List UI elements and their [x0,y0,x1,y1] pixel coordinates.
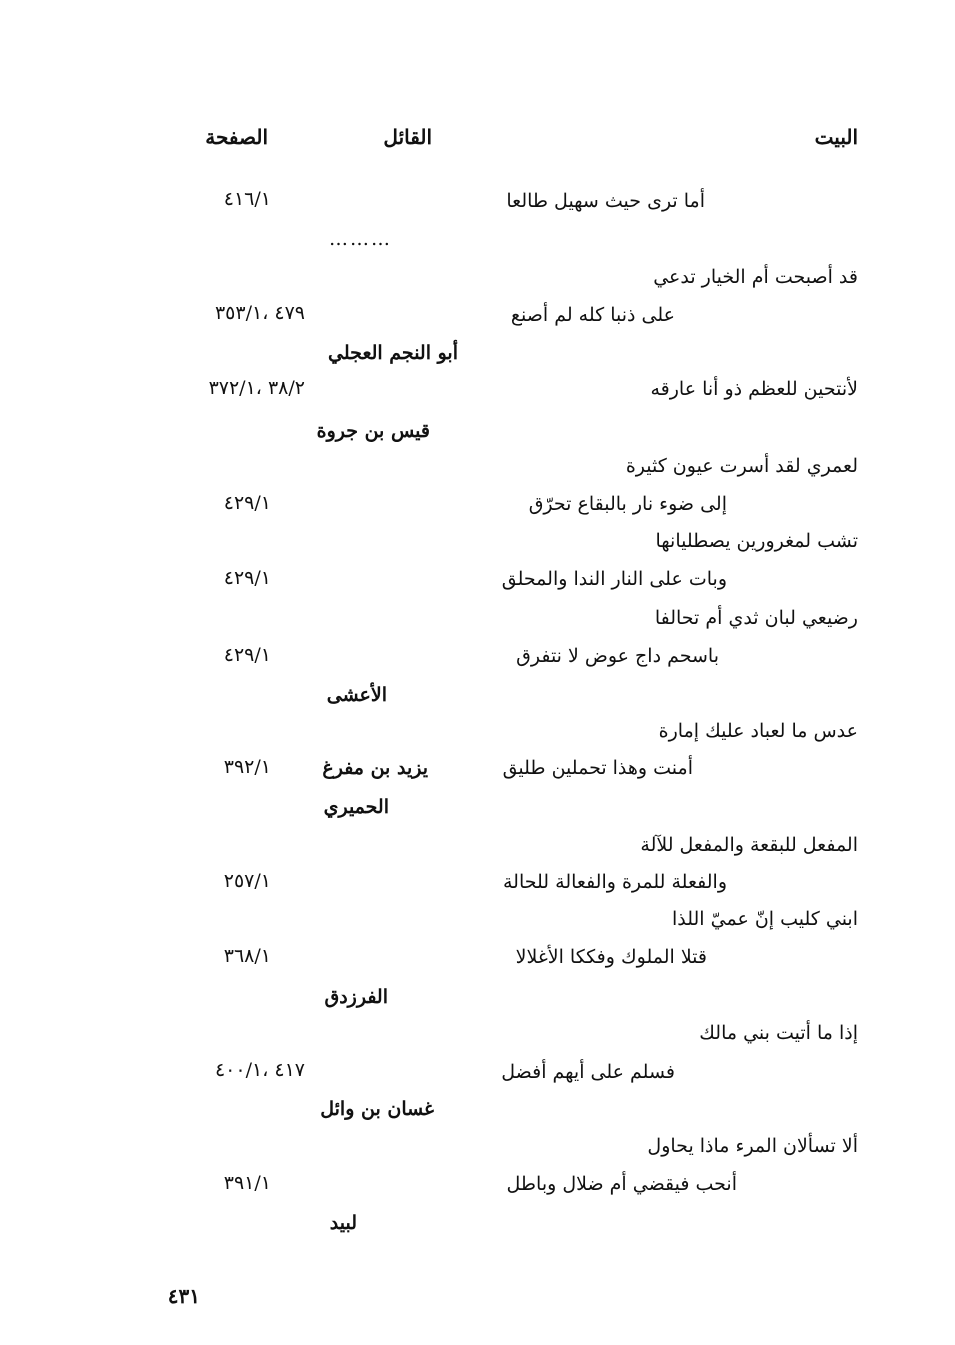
verse-line: رضيعي لبان ثدي أم تحالفا [654,607,858,629]
author-name: غسان بن وائل [320,1098,434,1120]
author-name: الأعشى [326,684,387,706]
verse-line: أمنت وهذا تحملين طليق [502,757,693,779]
author-name: يزيد بن مفرغ [322,757,428,779]
verse-line: قد أصبحت أم الخيار تدعي [653,266,858,288]
author-name: أبو النجم العجلي [328,342,458,364]
page-ref: ٤١٦/١ [223,188,271,210]
header-verse: البيت [814,125,858,149]
verse-line: وبات على النار الندا والمحلق [501,568,727,590]
page-ref: ٢٥٧/١ [223,870,271,892]
page-ref: ٤١٧ ،٤٠٠/١ [214,1059,305,1081]
page-number: ٤٣١ [167,1284,200,1308]
verse-line: إذا ما أتيت بني مالك [699,1022,858,1044]
verse-line: ابني كليب إنّ عميّ اللذا [671,908,858,930]
page-ref: ٣٦٨/١ [223,945,271,967]
verse-line: المفعل للبقعة والمفعل للآلة [640,834,858,856]
page-ref: ٣٨/٢ ،٣٧٢/١ [208,377,305,399]
page-ref: ٣٩٢/١ [223,756,271,778]
page-ref: ٤٧٩ ،٣٥٣/١ [214,302,305,324]
verse-line: أما ترى حيث سهيل طالعا [506,190,705,212]
verse-line: لأنتحين للعظم ذو أنا عارقه [650,378,858,400]
page-ref: ٤٢٩/١ [223,492,271,514]
author-name: قيس بن جروة [316,420,430,442]
header-page: الصفحة [205,125,268,149]
verse-line: ألا تسألان المرء ماذا يحاول [647,1135,858,1157]
verse-line: فسلم على أيهم أفضل [501,1061,675,1083]
verse-line: قتلا الملوك وفككا الأغلالا [515,946,707,968]
page-ref: ٣٩١/١ [223,1172,271,1194]
verse-line: والفعلة للمرة والفعالة للحالة [502,871,727,893]
verse-line: لعمري لقد أسرت عيون كثيرة [625,455,858,477]
verse-line: تشب لمغرورين يصطليانها [655,530,858,552]
ellipsis: ……… [329,228,392,250]
author-name: لبيد [329,1212,357,1234]
author-name: الفرزدق [324,986,388,1008]
verse-line: باسحم داج عوض لا نتفرق [516,645,719,667]
page-ref: ٤٢٩/١ [223,567,271,589]
page-ref: ٤٢٩/١ [223,644,271,666]
header-author: القائل [383,125,432,149]
verse-line: عدس ما لعباد عليك إمارة [658,720,858,742]
verse-line: على ذنبا كله لم أصنع [510,304,675,326]
verse-line: أنحب فيقضي أم ضلال وباطل [506,1173,737,1195]
author-name: الحميري [323,796,389,818]
verse-line: إلى ضوء نار بالبقاع تحرّق [528,493,727,515]
